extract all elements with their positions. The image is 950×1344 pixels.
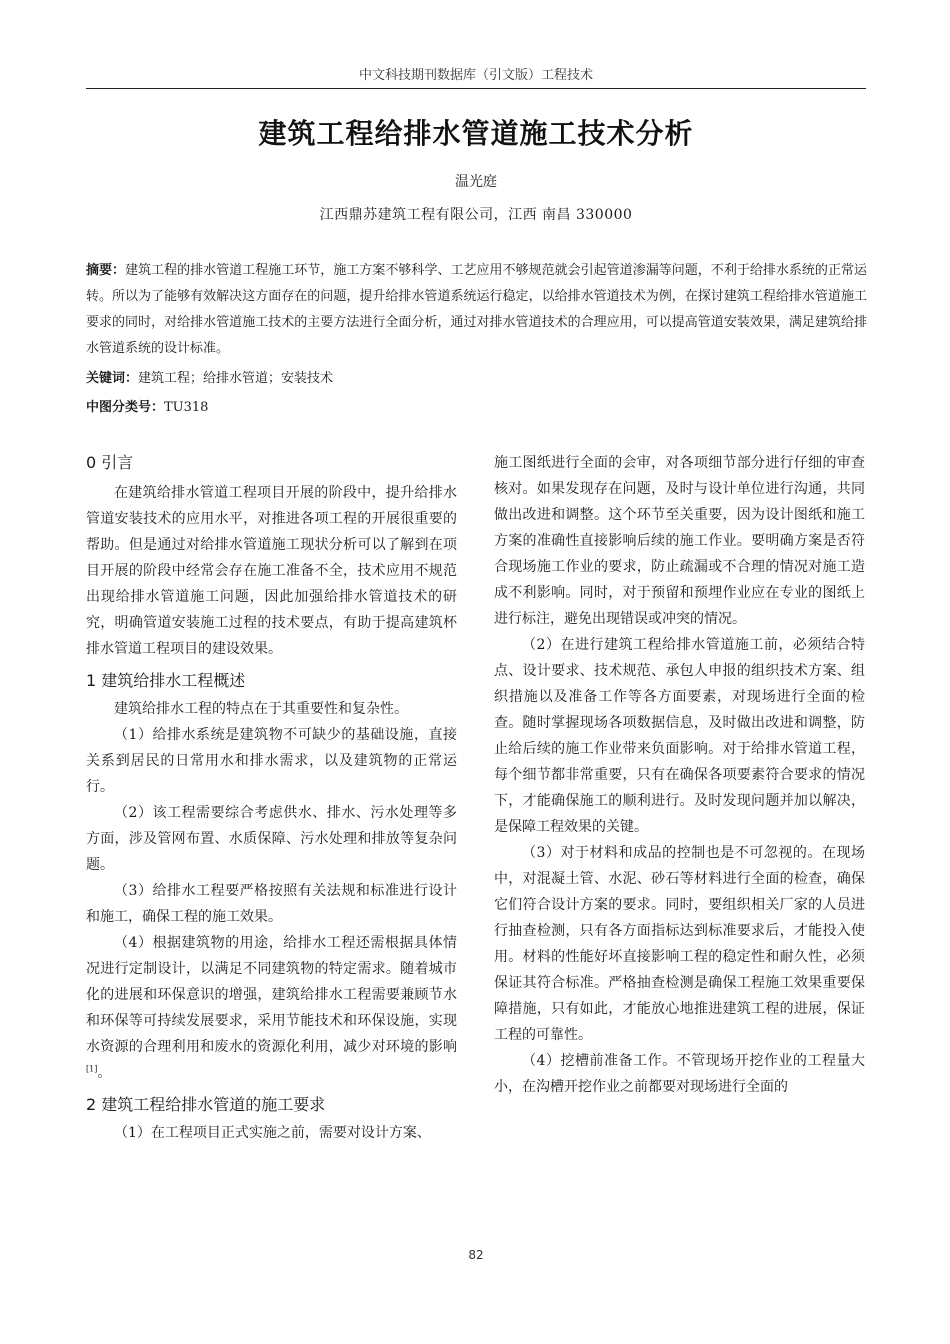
section-heading-intro: 0 引言 [86,453,134,472]
keywords-label: 关键词： [86,371,139,386]
classification-label: 中图分类号： [86,400,165,415]
paragraph: （1）在工程项目正式实施之前，需要对设计方案、 [114,1125,431,1141]
abstract-text: 建筑工程的排水管道工程施工环节，施工方案不够科学、工艺应用不够规范就会引起管道渗漏等问题，不利于给排水系统的正常运转。所以为了能够有效解决这方面存在的问题，提升给排水管道系统运行稳定，以给排水管道技术为例，在探讨建筑工程给排水管道施工要求的同时，对给排水管道施工技术的主要方法进行全面分析，通过对排水管道技术的合理应用，可以提高管道安装效果，满足建筑给排水管道系统的设计标准。 [86,263,867,356]
paragraph: （3）对于材料和成品的控制也是不可忽视的。在现场中，对混凝土管、水泥、砂石等材料进行全面的检查，确保它们符合设计方案的要求。同时，要组织相关厂家的人员进行抽查检测，只有各方面指标达到标准要求后，才能投入使用。材料的性能好坏直接影响工程的稳定性和耐久性，必须保证其符合标准。严格抽查检测是确保工程施工效果重要保障措施，只有如此，才能放心地推进建筑工程的进展，保证工程的可靠性。 [494,845,865,1043]
classification-number [86,396,867,415]
paragraph-text: （4）根据建筑物的用途，给排水工程还需根据具体情况进行定制设计，以满足不同建筑物的特定需求。随着城市化的进展和环保意识的增强，建筑给排水工程需要兼顾节水和环保等可持续发展要求，采用节能技术和环保设施，实现水资源的合理利用和废水的资源化利用，减少对环境的影响 [86,935,457,1055]
keywords-text: 建筑工程；给排水管道；安装技术 [138,371,334,386]
paragraph: 建筑给排水工程的特点在于其重要性和复杂性。 [114,701,408,717]
paragraph: （3）给排水工程要严格按照有关法规和标准进行设计和施工，确保工程的施工效果。 [86,883,457,925]
classification-text: TU318 [164,400,209,415]
citation-ref: [1] [86,1064,98,1074]
author-affiliation: 江西鼎苏建筑工程有限公司，江西 南昌 330000 [319,207,633,223]
abstract [86,258,867,362]
keywords [86,367,867,386]
paragraph: （4）挖槽前准备工作。不管现场开挖作业的工程量大小，在沟槽开挖作业之前都要对现场进行全面的 [494,1053,865,1095]
author-name: 温光庭 [455,174,497,190]
paragraph-end: 。 [97,1065,112,1081]
paragraph: （1）给排水系统是建筑物不可缺少的基础设施，直接关系到居民的日常用水和排水需求，以及建筑物的正常运行。 [86,727,457,795]
article-title: 建筑工程给排水管道施工技术分析 [258,117,694,150]
paragraph: 在建筑给排水管道工程项目开展的阶段中，提升给排水管道安装技术的应用水平，对推进各项工程的开展很重要的帮助。但是通过对给排水管道施工现状分析可以了解到在项目开展的阶段中经常会存在施工准备不全，技术应用不规范出现给排水管道施工问题，因此加强给排水管道技术的研究，明确管道安装施工过程的技术要点，有助于提高建筑杯排水管道工程项目的建设效果。 [86,485,457,657]
paragraph: （2）该工程需要综合考虑供水、排水、污水处理等多方面，涉及管网布置、水质保障、污水处理和排放等复杂问题。 [86,805,457,873]
page-number: 82 [468,1248,484,1262]
paragraph: （2）在进行建筑工程给排水管道施工前，必须结合特点、设计要求、技术规范、承包人申报的组织技术方案、组织措施以及准备工作等各方面要素，对现场进行全面的检查。随时掌握现场各项数据信息，及时做出改进和调整，防止给后续的施工作业带来负面影响。对于给排水管道工程，每个细节都非常重要，只有在确保各项要素符合要求的情况下，才能确保施工的顺利进行。及时发现问题并加以解决，是保障工程效果的关键。 [494,637,865,835]
paragraph [86,930,457,1086]
journal-header: 中文科技期刊数据库（引文版）工程技术 [358,68,593,83]
paragraph-continued: 施工图纸进行全面的会审，对各项细节部分进行仔细的审查核对。如果发现存在问题，及时与设计单位进行沟通，共同做出改进和调整。这个环节至关重要，因为设计图纸和施工方案的准确性直接影响后续的施工作业。要明确方案是否符合现场施工作业的要求，防止疏漏或不合理的情况对施工造成不利影响。同时，对于预留和预埋作业应在专业的图纸上进行标注，避免出现错误或冲突的情况。 [494,455,865,627]
left-column [86,450,457,1146]
section-heading-overview: 1 建筑给排水工程概述 [86,671,246,690]
section-heading-requirements: 2 建筑工程给排水管道的施工要求 [86,1095,326,1114]
abstract-label: 摘要： [86,263,126,278]
header-divider [86,88,866,89]
right-column [494,450,865,1100]
